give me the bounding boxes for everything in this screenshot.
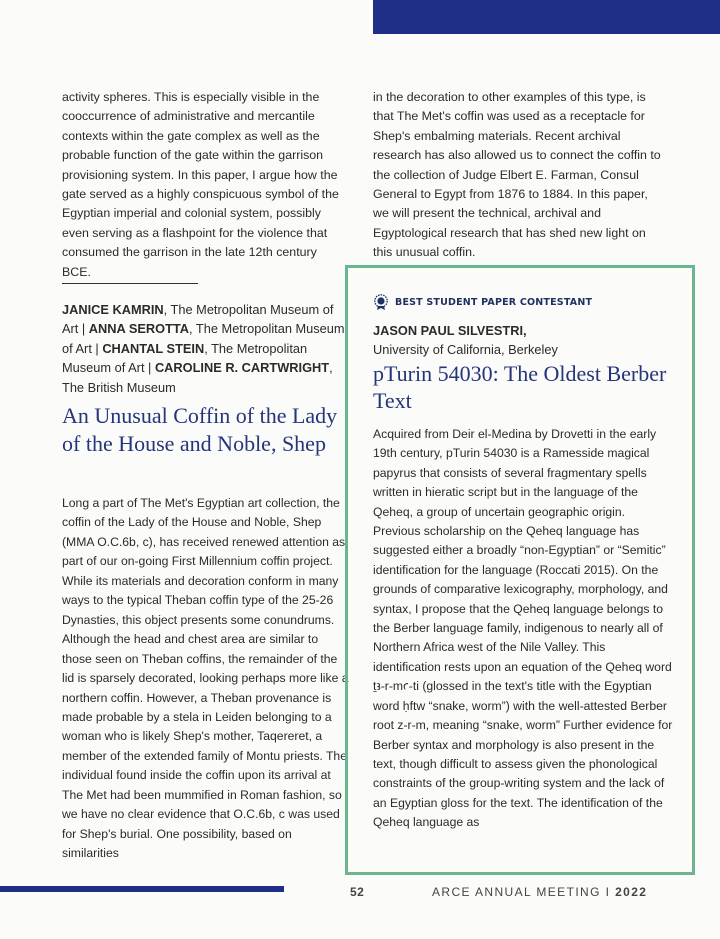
page-number: 52 [350,885,365,899]
author-affiliation: , The Metropolitan Museum of Art | [62,340,308,376]
author-affiliation: , The Metropolitan Museum of Art | [62,302,334,337]
author-affiliation: , The British Museum [62,360,333,395]
contestant-badge [373,292,592,312]
author-name: CAROLINE R. CARTWRIGHT [154,360,330,376]
author-name: JANICE KAMRIN [62,302,164,317]
left-article-authors [62,300,348,397]
author-name: ANNA SEROTTA [88,321,190,337]
top-accent-bar [373,0,720,34]
journal-year: 2022 [615,885,648,899]
journal-name: ARCE ANNUAL MEETING [432,885,601,899]
right-article-body: Acquired from Deir el-Medina by Drovetti in the early 19th century, pTurin 54030 is a Ramesside magical papyrus that consists of several fragmentary spells written in hieratic script but in the language of the Qeheq, a group of uncertain geographic origin. Previous scholarship on the Qeheq language has suggested either a broadly “non-Egyptian” or “Semitic” identification for the language (Roccati 2015). On the grounds of comparative lexicography, morphology, and syntax, I propose that the Qeheq language belongs to the Berber language family, indigenous to nearly all of Northern Africa west of the Nile Valley. This identification rests upon an equation of the Qeheq word ṯꜣ-r-mꜥ-ti (glossed in the text's title with the Egyptian word ḥftw “snake, worm”) with the well-attested Berber root z-r-m, meaning “snake, worm” Further evidence for Berber syntax and morphology is also present in the text, though difficult to assess given the phonological constraints of the group-writing system and the lack of an Egyptian gloss for the text. The identification of the Qeheq language as [373,427,673,830]
author-affiliation: , The Metropolitan Museum of Art | [62,321,345,356]
left-top-paragraph: activity spheres. This is especially visible in the cooccurrence of administrative and mercantile contexts within the gate complex as well as the probable function of the gate within the garrison provisioning system. In this paper, I argue how the gate served as a highly conspicuous symbol of the Egyptian imperial and colonial system, possibly even serving as a flashpoint for the violence that consumed the garrison in the late 12th century BCE. [62,90,339,279]
section-divider [62,283,198,284]
right-top-paragraph: in the decoration to other examples of this type, is that The Met's coffin was used as a receptacle for Shep's embalming materials. Recent archival research has also allowed us to connect the coffin to the collection of Judge Elbert E. Farman, Consul General to Egypt from 1876 to 1884. In this paper, we will present the technical, archival and Egyptological research that has shed new light on this unusual coffin. [373,90,661,260]
running-footer [432,885,647,899]
right-article-title: pTurin 54030: The Oldest Berber Text [373,361,667,413]
award-ribbon-icon [373,294,389,310]
author-name: CHANTAL STEIN [102,340,205,356]
author-affiliation: University of California, Berkeley [373,342,558,357]
author-name: JASON PAUL SILVESTRI, [373,323,527,338]
left-article-body: Long a part of The Met's Egyptian art collection, the coffin of the Lady of the House and Noble, Shep (MMA O.C.6b, c), has received renewed attention as part of our on-going First Millennium coffin project. While its materials and decoration conform in many ways to the typical Theban coffin type of the 25-26 Dynasties, this object presents some conundrums. Although the head and chest area are similar to those seen on Theban coffins, the remainder of the lid is sparsely decorated, looking perhaps more like a northern coffin. However, a Theban provenance is made probable by a stela in Leiden belonging to a woman who is likely Shep's mother, Taqereret, a member of the extended family of Montu priests. The individual found inside the coffin upon its arrival at The Met had been mummified in Roman fashion, so we have no clear evidence that O.C.6b, c was used for Shep's burial. One possibility, based on similarities [62,496,349,861]
bottom-accent-bar [0,886,284,892]
footer-separator: I [600,885,616,899]
left-article-title: An Unusual Coffin of the Lady of the House and Noble, Shep [62,403,338,456]
right-article-author [373,321,673,359]
badge-label: BEST STUDENT PAPER CONTESTANT [395,296,593,308]
